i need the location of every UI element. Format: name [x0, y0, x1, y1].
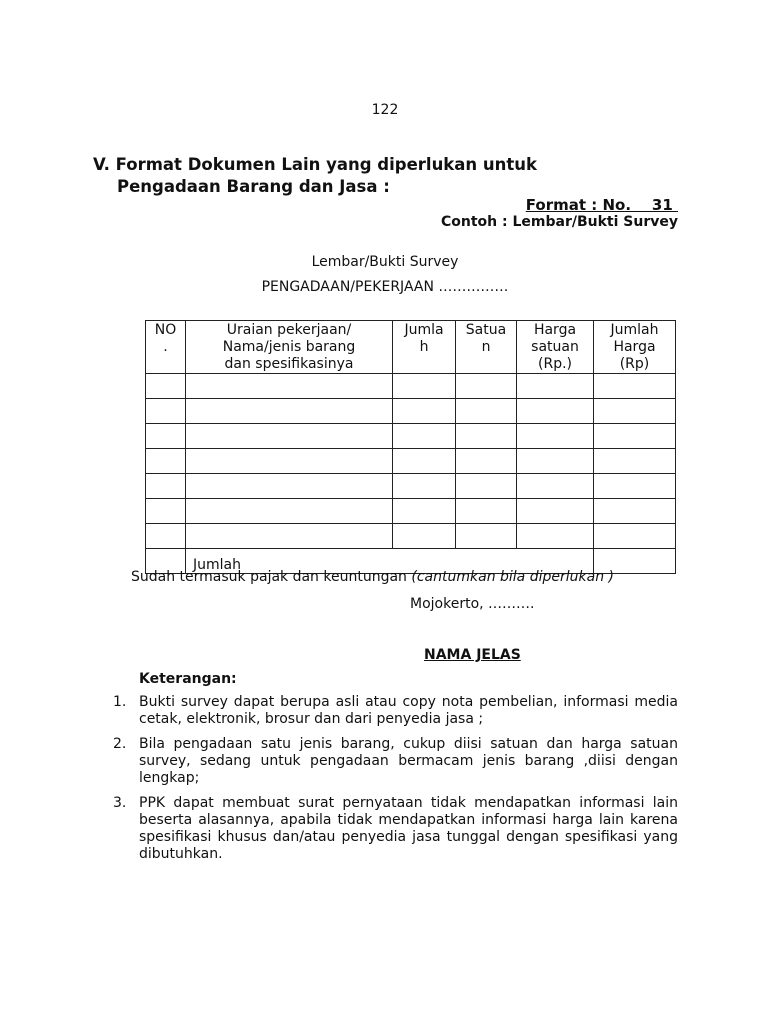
header-unit-price: Harga satuan (Rp.) — [517, 321, 594, 374]
table-cell — [146, 374, 186, 399]
format-number-label: Format : No. 31 — [525, 196, 678, 214]
table-cell — [186, 424, 393, 449]
section-heading-line2: Pengadaan Barang dan Jasa : — [117, 177, 390, 196]
table-cell — [594, 449, 676, 474]
table-cell — [146, 449, 186, 474]
header-no: NO . — [146, 321, 186, 374]
table-cell — [146, 499, 186, 524]
table-cell — [146, 524, 186, 549]
table-cell — [456, 449, 517, 474]
header-unit: Satua n — [456, 321, 517, 374]
total-label: Jumlah — [193, 557, 241, 573]
table-cell — [186, 449, 393, 474]
table-cell — [146, 474, 186, 499]
table-cell — [393, 499, 456, 524]
table-cell — [517, 474, 594, 499]
table-cell — [594, 499, 676, 524]
table-cell — [186, 524, 393, 549]
document-subtitle: PENGADAAN/PEKERJAAN …………… — [261, 279, 509, 295]
note-item — [113, 795, 678, 863]
note-number: 2. — [113, 736, 127, 752]
page-number: 122 — [371, 102, 399, 118]
table-cell — [594, 424, 676, 449]
table-cell — [393, 424, 456, 449]
table-cell — [186, 474, 393, 499]
document-title: Lembar/Bukti Survey — [311, 254, 459, 270]
section-heading-line1: V. Format Dokumen Lain yang diperlukan untuk — [93, 155, 538, 174]
table-cell — [456, 424, 517, 449]
table-cell — [186, 499, 393, 524]
table-cell — [146, 424, 186, 449]
table-cell — [393, 474, 456, 499]
notes-list — [113, 694, 678, 871]
table-cell — [393, 399, 456, 424]
table-row — [146, 374, 676, 399]
table-row — [146, 424, 676, 449]
table-cell — [594, 474, 676, 499]
table-row — [146, 399, 676, 424]
table-cell — [393, 524, 456, 549]
header-description: Uraian pekerjaan/ Nama/jenis barang dan spesifikasinya — [186, 321, 393, 374]
survey-table — [145, 320, 676, 574]
table-body — [146, 374, 676, 574]
note-number: 3. — [113, 795, 127, 811]
table-cell — [456, 474, 517, 499]
table-cell — [456, 499, 517, 524]
example-label: Contoh : Lembar/Bukti Survey — [441, 214, 678, 230]
section-heading — [93, 154, 537, 198]
tax-note — [131, 569, 614, 585]
note-text: PPK dapat membuat surat pernyataan tidak mendapatkan informasi lain beserta alasannya, apabila tidak mendapatkan informasi harga lain karena spesifikasi khusus dan/atau penyedia jasa tunggal dengan spesifikasi yang dibutuhkan. — [139, 795, 678, 862]
table-cell — [456, 524, 517, 549]
table-cell — [393, 374, 456, 399]
table-cell — [146, 399, 186, 424]
table-cell — [456, 399, 517, 424]
table-cell — [456, 374, 517, 399]
note-item — [113, 694, 678, 728]
table-cell — [393, 449, 456, 474]
note-number: 1. — [113, 694, 127, 710]
table-cell — [517, 524, 594, 549]
table-cell — [594, 524, 676, 549]
tax-note-text: Sudah termasuk pajak dan keuntungan — [131, 569, 412, 585]
table-cell — [186, 374, 393, 399]
note-text: Bukti survey dapat berupa asli atau copy nota pembelian, informasi media cetak, elektronik, brosur dan dari penyedia jasa ; — [139, 694, 678, 727]
table-header-row — [146, 321, 676, 374]
table-cell — [517, 399, 594, 424]
table-row — [146, 474, 676, 499]
header-total-price: Jumlah Harga (Rp) — [594, 321, 676, 374]
header-quantity: Jumla h — [393, 321, 456, 374]
signature-name: NAMA JELAS — [424, 647, 521, 663]
table-row — [146, 524, 676, 549]
tax-note-italic: (cantumkan bila diperlukan ) — [411, 569, 614, 585]
notes-title: Keterangan: — [139, 671, 237, 687]
table-row — [146, 449, 676, 474]
table-cell — [517, 374, 594, 399]
table-cell — [517, 424, 594, 449]
table-cell — [186, 399, 393, 424]
table-cell — [594, 399, 676, 424]
table-cell — [517, 449, 594, 474]
table-cell — [594, 374, 676, 399]
table-row — [146, 499, 676, 524]
note-text: Bila pengadaan satu jenis barang, cukup diisi satuan dan harga satuan survey, sedang untuk pengadaan bermacam jenis barang ,diisi dengan lengkap; — [139, 736, 678, 786]
note-item — [113, 736, 678, 787]
place-date: Mojokerto, ………. — [410, 596, 535, 612]
table-cell — [517, 499, 594, 524]
